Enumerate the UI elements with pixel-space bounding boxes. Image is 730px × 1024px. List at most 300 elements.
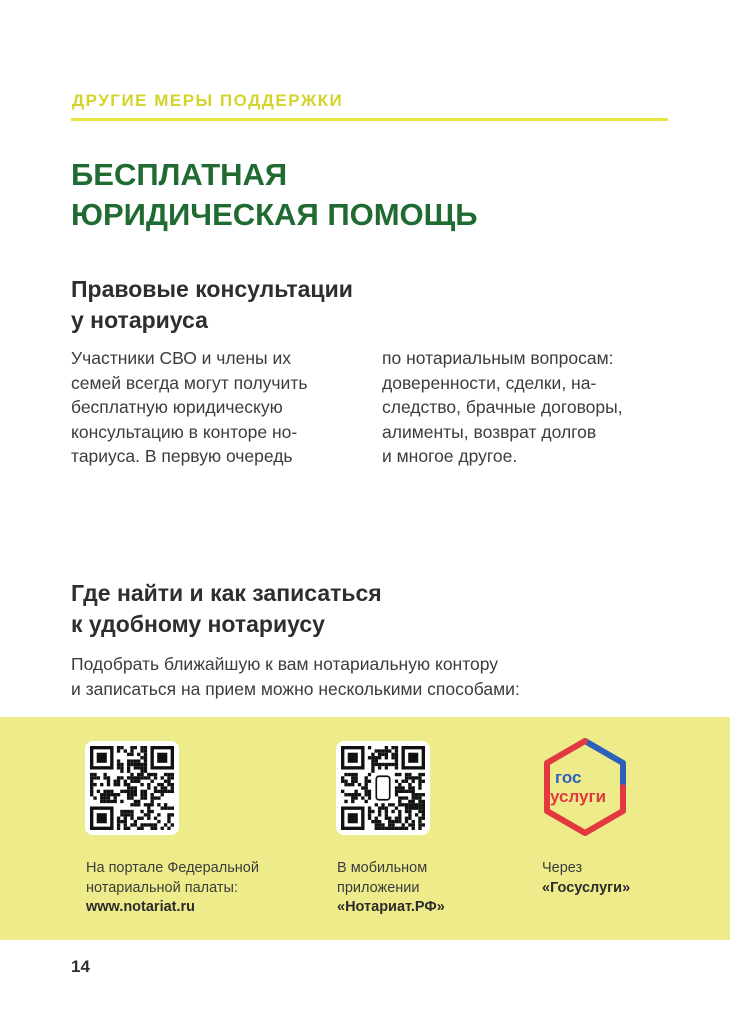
qr-module [130,773,133,776]
qr-module [351,773,354,776]
qr-module [134,759,137,762]
qr-module [391,820,394,823]
page-title-line: ЮРИДИЧЕСКАЯ ПОМОЩЬ [71,197,478,232]
qr-module [164,773,167,776]
qr-module [124,810,127,813]
qr-module [391,823,394,826]
qr-module [137,817,140,820]
qr-module [405,820,408,823]
qr-module [354,793,357,796]
qr-module [391,763,394,766]
qr-module [344,793,347,796]
qr-module [371,766,374,769]
qr-module [371,770,374,773]
qr-module [398,810,401,813]
heading-line: к удобному нотариусу [71,611,325,637]
qr-module [398,796,401,799]
qr-module [368,793,371,796]
qr-module [378,756,381,759]
qr-module [167,790,170,793]
qr-module [90,783,93,786]
body-text-column-right [382,346,623,469]
qr-module [171,823,174,826]
qr-module [401,780,404,783]
qr-module [398,820,401,823]
qr-module [167,827,170,830]
qr-module [408,790,411,793]
section-label: ДРУГИЕ МЕРЫ ПОДДЕРЖКИ [72,91,344,110]
qr-module [167,817,170,820]
qr-module [130,759,133,762]
qr-module [348,773,351,776]
qr-module [117,766,120,769]
qr-module [395,763,398,766]
qr-module [368,790,371,793]
qr-module [365,786,368,789]
qr-module [365,783,368,786]
qr-module [378,810,381,813]
qr-module [140,763,143,766]
qr-module [107,790,110,793]
qr-module [161,776,164,779]
qr-module [124,790,127,793]
qr-module [117,780,120,783]
qr-module [344,783,347,786]
qr-module [120,800,123,803]
qr-module [385,763,388,766]
qr-module [144,813,147,816]
qr-module [137,803,140,806]
qr-module [391,810,394,813]
qr-module [422,803,425,806]
qr-module [381,803,384,806]
qr-module [354,776,357,779]
qr-module [422,813,425,816]
qr-module [144,770,147,773]
qr-module [395,786,398,789]
qr-module [368,796,371,799]
notary-consultation-heading [71,274,353,336]
qr-module [371,763,374,766]
qr-code-card[interactable] [336,741,430,835]
qr-code-icon[interactable] [90,746,174,830]
qr-module [351,800,354,803]
option-caption-portal [86,859,259,918]
qr-module [405,810,408,813]
qr-module [381,823,384,826]
qr-module [130,803,133,806]
qr-module [375,763,378,766]
qr-module [418,796,421,799]
qr-module [120,766,123,769]
qr-module [114,800,117,803]
qr-module [140,783,143,786]
qr-module [398,813,401,816]
qr-module [97,790,100,793]
qr-module [348,783,351,786]
text-line: и записаться на прием можно несколькими способами: [71,678,520,699]
qr-module [422,823,425,826]
qr-module [150,827,153,830]
qr-module [124,820,127,823]
qr-module [378,753,381,756]
qr-module [140,827,143,830]
qr-module [157,783,160,786]
qr-module [171,806,174,809]
caption-line: На портале Федеральной [86,860,259,876]
qr-module [147,773,150,776]
qr-module [100,796,103,799]
qr-module [405,803,408,806]
qr-module [130,746,133,749]
gosuslugi-logo[interactable] [539,737,631,837]
qr-module [120,746,123,749]
text-line: консультацию в конторе но- [71,421,298,442]
section-divider [71,118,668,121]
qr-module [161,793,164,796]
qr-module [412,820,415,823]
qr-module [398,827,401,830]
qr-module [144,766,147,769]
heading-line: Правовые консультации [71,276,353,302]
qr-module [134,776,137,779]
qr-module [114,796,117,799]
qr-module [120,820,123,823]
qr-module [422,780,425,783]
qr-module [130,790,133,793]
qr-module [157,820,160,823]
text-line: следство, брачные договоры, [382,397,623,417]
qr-module [127,796,130,799]
qr-module [344,773,347,776]
qr-module [107,783,110,786]
qr-module [150,823,153,826]
notariat-website-link[interactable]: www.notariat.ru [86,899,196,915]
qr-module [154,817,157,820]
qr-module [161,790,164,793]
qr-module [120,813,123,816]
qr-module [161,786,164,789]
qr-module [90,790,93,793]
qr-module [351,780,354,783]
qr-module [381,753,384,756]
qr-code-phone-icon[interactable] [341,746,425,830]
qr-module [405,796,408,799]
qr-module [418,810,421,813]
qr-module [147,803,150,806]
qr-module [395,746,398,749]
qr-code-card[interactable] [85,741,179,835]
qr-module [395,793,398,796]
qr-module [381,763,384,766]
qr-module [93,783,96,786]
qr-module [341,780,344,783]
qr-module [408,813,411,816]
qr-module [147,783,150,786]
qr-finder [348,813,358,823]
qr-module [127,813,130,816]
qr-module [103,773,106,776]
qr-module [388,749,391,752]
qr-module [120,810,123,813]
qr-module [422,810,425,813]
qr-module [351,796,354,799]
qr-module [147,810,150,813]
qr-module [117,776,120,779]
qr-module [171,786,174,789]
qr-module [107,793,110,796]
qr-module [137,827,140,830]
qr-module [408,803,411,806]
qr-module [120,776,123,779]
qr-module [371,759,374,762]
qr-module [127,793,130,796]
qr-module [385,746,388,749]
heading-line: у нотариуса [71,307,208,333]
qr-module [412,790,415,793]
qr-module [418,827,421,830]
qr-module [147,823,150,826]
qr-module [401,827,404,830]
logo-word-gos: гос [555,768,582,787]
qr-module [147,817,150,820]
qr-module [418,800,421,803]
qr-module [164,806,167,809]
text-line: Подобрать ближайшую к вам нотариальную контору [71,654,499,674]
qr-module [385,753,388,756]
qr-module [408,817,411,820]
qr-module [365,793,368,796]
qr-module [361,796,364,799]
qr-module [130,817,133,820]
qr-module [161,783,164,786]
qr-module [418,806,421,809]
qr-module [147,786,150,789]
qr-module [167,773,170,776]
qr-module [412,796,415,799]
qr-module [127,790,130,793]
qr-module [371,810,374,813]
qr-module [375,827,378,830]
qr-module [140,766,143,769]
caption-line: приложении [337,879,420,896]
qr-module [171,773,174,776]
qr-module [167,776,170,779]
qr-module [103,776,106,779]
qr-module [117,763,120,766]
qr-module [117,827,120,830]
qr-module [395,780,398,783]
qr-module [415,793,418,796]
qr-module [134,786,137,789]
qr-module [124,780,127,783]
qr-module [110,800,113,803]
qr-module [157,813,160,816]
qr-module [398,817,401,820]
qr-module [344,800,347,803]
qr-module [127,766,130,769]
qr-module [140,749,143,752]
qr-module [144,793,147,796]
qr-module [134,823,137,826]
qr-module [130,749,133,752]
qr-module [130,793,133,796]
logo-ring-blue [585,741,623,787]
qr-module [401,803,404,806]
qr-module [391,827,394,830]
qr-module [375,823,378,826]
qr-module [391,746,394,749]
qr-finder [97,813,107,823]
qr-module [137,780,140,783]
qr-module [388,763,391,766]
qr-module [371,820,374,823]
qr-module [167,813,170,816]
qr-module [127,770,130,773]
qr-module [117,759,120,762]
qr-module [368,813,371,816]
qr-module [124,827,127,830]
qr-module [171,790,174,793]
qr-module [378,749,381,752]
text-line: тариуса. В первую очередь [71,446,293,466]
qr-module [395,756,398,759]
qr-module [381,806,384,809]
qr-module [167,780,170,783]
qr-module [161,806,164,809]
options-band [0,717,730,940]
qr-module [120,770,123,773]
qr-module [134,793,137,796]
qr-module [107,796,110,799]
qr-module [140,793,143,796]
qr-module [408,786,411,789]
qr-module [130,753,133,756]
qr-module [385,817,388,820]
qr-module [381,749,384,752]
qr-module [130,810,133,813]
qr-module [378,813,381,816]
qr-module [150,810,153,813]
qr-module [385,806,388,809]
find-notary-intro [71,652,520,701]
qr-module [415,813,418,816]
qr-module [90,776,93,779]
qr-module [164,780,167,783]
qr-module [114,793,117,796]
caption-line: Через [542,860,583,876]
qr-module [117,783,120,786]
page-title-line: БЕСПЛАТНАЯ [71,157,288,192]
qr-module [134,780,137,783]
qr-module [157,790,160,793]
qr-module [130,813,133,816]
qr-module [157,803,160,806]
qr-module [412,780,415,783]
qr-module [140,756,143,759]
qr-module [418,780,421,783]
qr-module [378,763,381,766]
qr-module [154,796,157,799]
qr-module [395,817,398,820]
qr-module [368,810,371,813]
qr-module [130,780,133,783]
qr-module [385,810,388,813]
qr-module [341,790,344,793]
qr-module [395,827,398,830]
qr-module [150,793,153,796]
qr-module [144,796,147,799]
qr-module [375,759,378,762]
qr-module [124,817,127,820]
qr-module [391,803,394,806]
qr-module [154,827,157,830]
qr-module [147,806,150,809]
qr-module [368,773,371,776]
qr-module [167,806,170,809]
qr-module [344,780,347,783]
qr-module [127,827,130,830]
qr-module [415,806,418,809]
qr-module [140,817,143,820]
qr-module [408,806,411,809]
qr-module [90,773,93,776]
qr-module [90,786,93,789]
qr-module [157,796,160,799]
qr-module [171,813,174,816]
qr-module [418,776,421,779]
qr-module [154,823,157,826]
qr-module [144,776,147,779]
qr-module [127,776,130,779]
qr-module [368,756,371,759]
qr-module [124,813,127,816]
qr-module [90,780,93,783]
page-number: 14 [71,957,90,976]
qr-module [422,793,425,796]
text-line: по нотариальным вопросам: [382,348,614,368]
qr-module [171,783,174,786]
text-line: бесплатную юридическую [71,397,283,417]
qr-module [365,780,368,783]
qr-module [103,793,106,796]
qr-module [114,780,117,783]
qr-module [144,756,147,759]
qr-module [368,780,371,783]
qr-module [401,823,404,826]
qr-module [358,793,361,796]
qr-module [140,823,143,826]
qr-module [418,817,421,820]
qr-module [395,790,398,793]
qr-module [140,796,143,799]
qr-module [107,780,110,783]
qr-module [395,753,398,756]
qr-module [381,827,384,830]
qr-module [398,790,401,793]
qr-module [134,800,137,803]
qr-module [130,796,133,799]
qr-module [388,823,391,826]
qr-module [415,803,418,806]
qr-module [408,776,411,779]
qr-module [103,790,106,793]
qr-module [395,759,398,762]
qr-module [385,813,388,816]
qr-module [137,773,140,776]
qr-module [351,783,354,786]
qr-module [412,786,415,789]
